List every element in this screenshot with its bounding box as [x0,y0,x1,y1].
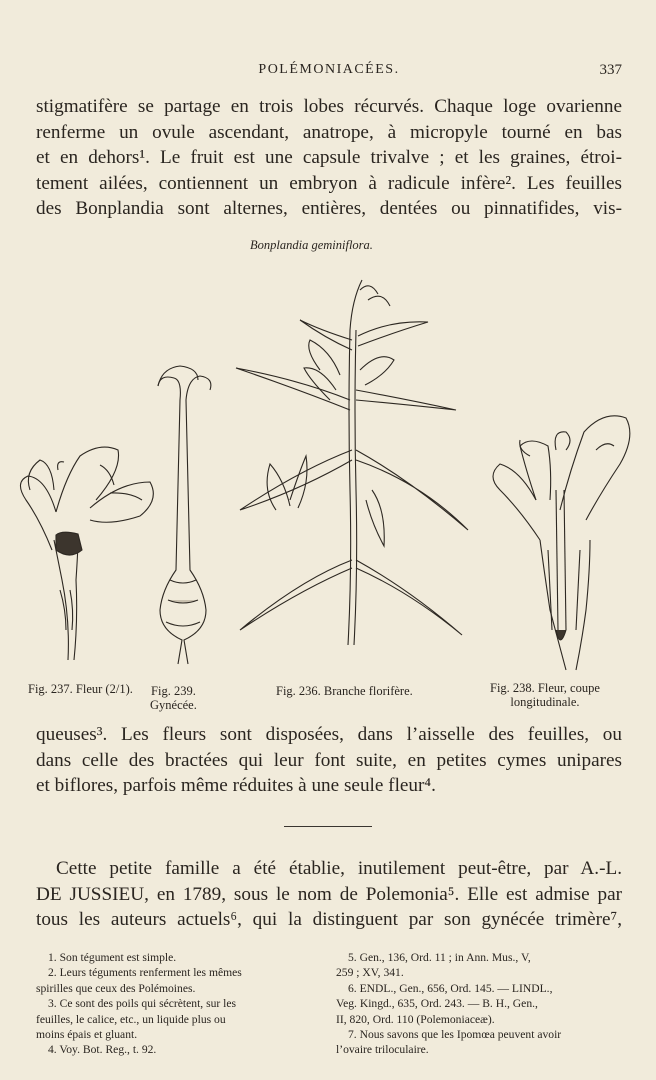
figure-caption [150,684,197,712]
footnote-line: 3. Ce sont des poils qui sécrètent, sur les [48,997,237,1011]
figure-title: Bonplandia geminiflora. [250,238,373,252]
footnote [36,1042,318,1057]
text-line: DE JUSSIEU, en 1789, sous le nom de Polemonia⁵. Elle est admise par [36,883,622,905]
text-line: tement ailées, contiennent un embryon à radicule infère². Les feuilles [36,172,622,194]
footnotes-left-column [36,950,318,1058]
flower-section-drawing [493,416,630,670]
text-line: des Bonplandia sont alternes, entières, dentées ou pinnatifides, vis- [36,198,622,219]
footnote-line: 6. ENDL., Gen., 656, Ord. 145. — LINDL., [348,981,553,995]
footnote [36,965,318,996]
footnote [336,950,622,981]
running-header [36,62,622,86]
footnote-line: moins épais et gluant. [36,1028,138,1042]
footnote-line: 7. Nous savons que les Ipomœa peuvent avoir [348,1028,562,1042]
footnote [36,996,318,1042]
figure-caption [490,681,600,709]
figure-caption: Fig. 236. Branche florifère. [276,684,413,698]
footnote-line: 1. Son tégument est simple. [48,951,177,964]
flowering-branch-drawing [236,280,468,645]
text-line: tous les auteurs actuels⁶, qui la distinguent par son gynécée trimère⁷, [36,909,622,930]
text-line: et en dehors¹. Le fruit est une capsule trivalve ; et les graines, étroi- [36,147,622,168]
caption-line: longitudinale. [510,695,580,709]
footnotes-right-column [336,950,622,1058]
caption-line: Fig. 238. Fleur, coupe [490,681,600,695]
flower-drawing [20,447,153,660]
paragraph-continued [36,722,622,799]
text-line: Cette petite famille a été établie, inutilement peut-être, par A.-L. [56,858,622,879]
footnote-line: 259 ; XV, 341. [336,966,404,980]
page-number: 337 [599,62,622,78]
footnote-line: Veg. Kingd., 635, Ord. 243. — B. H., Gen., [336,997,538,1011]
caption-line: Fig. 239. [151,684,196,698]
gynoecium-drawing [158,366,211,664]
paragraph [36,856,622,933]
footnote [336,1027,622,1058]
footnote-line: 4. Voy. Bot. Reg., t. 92. [48,1043,157,1057]
footnote-line: 2. Leurs téguments renferment les mêmes [48,966,242,980]
botanical-plate-illustration [0,250,656,680]
text-line: queuses³. Les fleurs sont disposées, dans l’aisselle des feuilles, ou [36,724,622,745]
footnote-line: 5. Gen., 136, Ord. 11 ; in Ann. Mus., V, [348,951,531,964]
paragraph-continued [36,94,622,222]
text-line: et biflores, parfois même réduites à une seule fleur⁴. [36,775,436,796]
figure-caption: Fig. 237. Fleur (2/1). [28,682,133,696]
footnote-line: feuilles, le calice, etc., un liquide plus ou [36,1012,226,1026]
running-title: POLÉMONIACÉES. [258,62,400,77]
text-line: stigmatifère se partage en trois lobes récurvés. Chaque loge ovarienne [36,96,622,117]
caption-line: Gynécée. [150,698,197,712]
text-line: dans celle des bractées qui leur font suite, en petites cymes unipares [36,749,622,771]
footnote [36,950,318,965]
footnote-line: II, 820, Ord. 110 (Polemoniaceæ). [336,1012,495,1026]
section-divider [284,826,372,827]
footnote-line: spirilles que ceux des Polémoines. [36,981,196,995]
text-line: renferme un ovule ascendant, anatrope, à micropyle tourné en bas [36,121,622,143]
footnote [336,981,622,1027]
footnote-line: l’ovaire triloculaire. [336,1043,429,1057]
